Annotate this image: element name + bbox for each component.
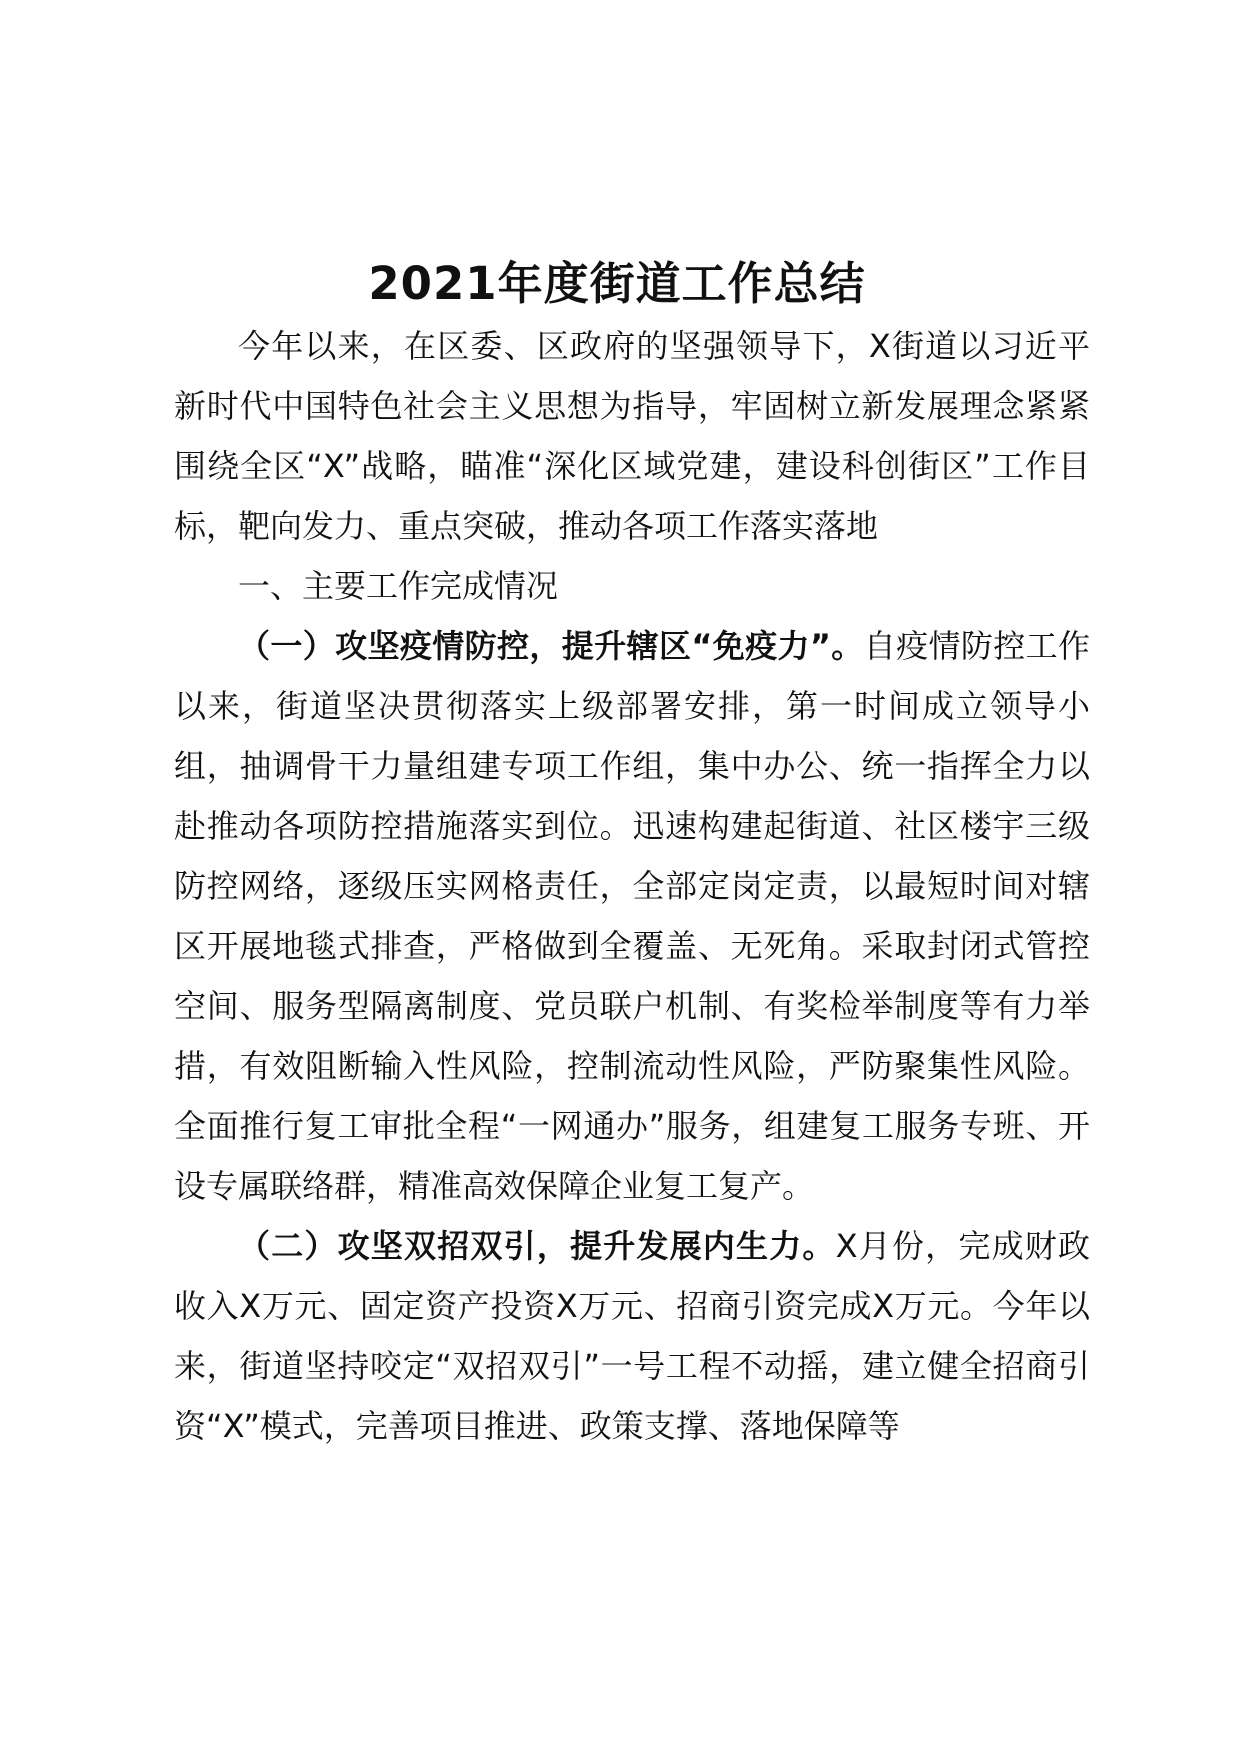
item-lead-1: （一）攻坚疫情防控，提升辖区“免疫力”。 xyxy=(238,627,864,665)
section-heading: 一、主要工作完成情况 xyxy=(238,567,559,605)
item-paragraph-1 xyxy=(174,616,1090,1216)
intro-paragraph: 今年以来，在区委、区政府的坚强领导下，X街道以习近平新时代中国特色社会主义思想为指导，牢固树立新发展理念紧紧围绕全区“X”战略，瞄准“深化区域党建，建设科创街区”工作目标，靶向发力、重点突破，推动各项工作落实落地 xyxy=(174,327,1090,545)
item-lead-2: （二）攻坚双招双引，提升发展内生力。 xyxy=(238,1227,836,1265)
item-text-2: X月份，完成财政收入X万元、固定资产投资X万元、招商引资完成X万元。今年以来，街道坚持咬定“双招双引”一号工程不动摇，建立健全招商引资“X”模式，完善项目推进、政策支撑、落地保障等 xyxy=(174,1227,1090,1445)
document-body xyxy=(174,316,1090,1456)
item-paragraph-2 xyxy=(174,1216,1090,1456)
document-title: 2021年度街道工作总结 xyxy=(368,257,866,310)
item-text-1: 自疫情防控工作以来，街道坚决贯彻落实上级部署安排，第一时间成立领导小组，抽调骨干力量组建专项工作组，集中办公、统一指挥全力以赴推动各项防控措施落实到位。迅速构建起街道、社区楼宇三级防控网络，逐级压实网格责任，全部定岗定责，以最短时间对辖区开展地毯式排查，严格做到全覆盖、无死角。采取封闭式管控空间、服务型隔离制度、党员联户机制、有奖检举制度等有力举措，有效阻断输入性风险，控制流动性风险，严防聚集性风险。全面推行复工审批全程“一网通办”服务，组建复工服务专班、开设专属联络群，精准高效保障企业复工复产。 xyxy=(174,627,1090,1205)
